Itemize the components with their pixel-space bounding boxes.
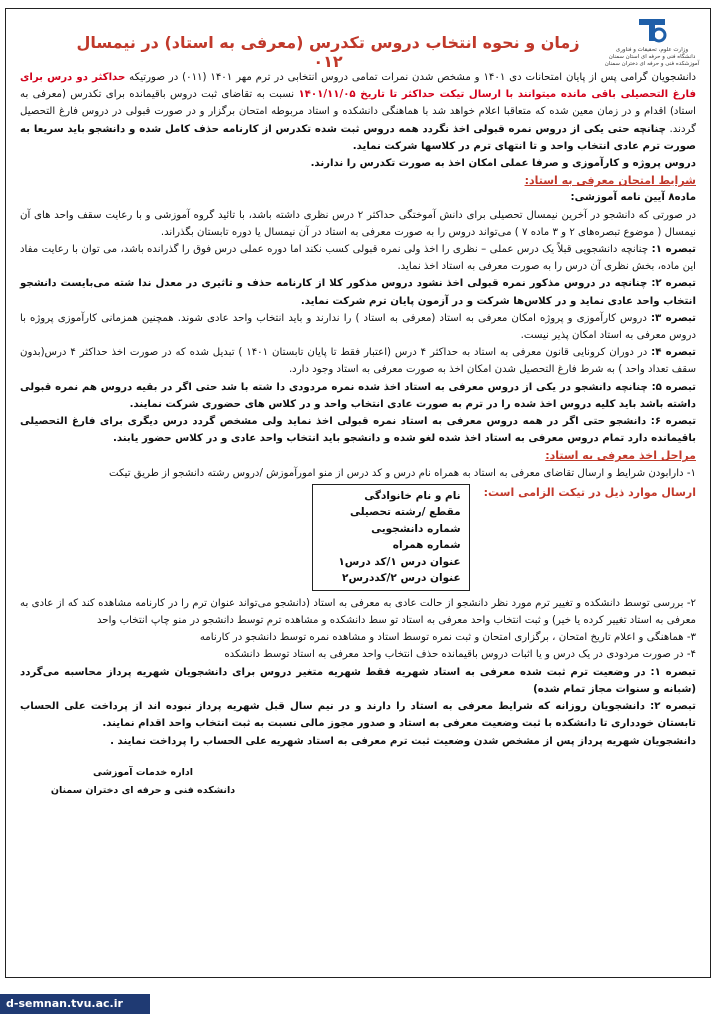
step-3: ۳- هماهنگی و اعلام تاریخ امتحان ، برگزاری امتحان و ثبت نمره توسط استاد و مشاهده نمره توسط دانشجو در کارنامه [199, 632, 696, 644]
intro-paragraph [20, 69, 696, 155]
article-heading: ماده۸ آیین نامه آموزشی: [570, 192, 696, 204]
note-5-label: تبصره ۵: [651, 381, 696, 393]
note-5-text: چنانچه دانشجو در یکی از دروس معرفی به استاد اخذ شده نمره مردودی دا شته با شد حتی اگر در بقیه دروس هم نمره قبولی داشته باشد باید کلیه دروس اخذ شده را در ترم به صورت عادی انتخاب واحد و در کلاس های حضوری شرکت نمایند. [20, 381, 696, 410]
intro-warning: چنانچه حتی یکی از دروس نمره قبولی اخذ نگردد همه دروس ثبت شده تکدرس از کارنامه حذف کامل شده و دانشجو باید سریعا به صورت ترم عادی انتخاب واحد و تا انتهای ترم در کلاسها شرکت نماید. [20, 123, 696, 152]
conditions-heading: شرایط امتحان معرفی به استاد: [524, 174, 696, 188]
logo-line-3: آموزشکده فنی و حرفه ای دختران سمنان [604, 61, 700, 67]
required-item: عنوان درس ۱/کد درس۱ [338, 555, 461, 568]
university-logo [602, 15, 702, 68]
note-4-label: تبصره ۴: [651, 347, 696, 359]
required-item: عنوان درس ۲/کددرس۲ [342, 572, 461, 585]
note-6-label: تبصره ۶: [650, 416, 697, 428]
fee-note-2-label: تبصره ۲: [650, 701, 697, 713]
note-1 [20, 241, 696, 275]
signature-block [20, 764, 266, 800]
fee-note-2-text: دانشجویان روزانه که شرایط معرفی به استاد را دارند و در نیم سال قبل شهریه پرداز نبوده اند از پرداخت علی الحساب تابستان خودداری تا دانشکده با ثبت وضعیت معرفی به استاد و صدور مجوز مالی نسبت به ثبت انتخاب واحد اقدام نمایند. [20, 701, 696, 730]
page-title: زمان و نحوه انتخاب دروس تکدرس (معرفی به استاد) در نیمسال ۰۱۲ [76, 33, 580, 71]
note-4-text: در دوران کرونایی قانون معرفی به استاد به حداکثر ۴ درس (اعتبار فقط تا پایان تابستان ۱۴۰۱ ) تبدیل شده که در صورت اخذ حداکثر ۴ درس(بدون سقف تعداد واحد ) به شرط فارغ التحصیل شدن امکان اخذ به صورت معرفی به استاد وجود دارد. [20, 347, 696, 376]
required-item: شماره همراه [392, 539, 461, 552]
intro-projects-note: دروس پروژه و کارآموزی و صرفا عملی امکان اخذ به صورت تکدرس را ندارند. [310, 158, 696, 170]
note-3-label: تبصره ۳: [650, 312, 697, 324]
fee-note-2 [20, 698, 696, 732]
intro-text-a: دانشجویان گرامی پس از پایان امتحانات دی ۱۴۰۱ و مشخص شدن نمرات تمامی دروس انتخابی در ترم مهر ۱۴۰۱ (۰۱۱) در صورتیکه [129, 72, 697, 83]
fee-note-1 [20, 664, 696, 698]
required-items-box [312, 484, 470, 591]
note-6-text: دانشجو حتی اگر در همه دروس معرفی به استاد نمره قبولی اخذ نماید ولی مشخص گردد درس دیگری برای فارغ التحصیلی باقیمانده دارد تمام دروس معرفی به استاد اخذ شده لغو شده و دانشجو باید انتخاب واحد عادی و در کلاس حضور یابند. [20, 416, 696, 445]
note-1-text: چنانچه دانشجویی قبلاً یک درس عملی – نظری را اخذ ولی نمره قبولی کسب نکند اما دوره عملی درس فوق را گذرانده باشد، می توان با رعایت مفاد این ماده، بخش نظری آن درس را به صورت معرفی به استاد اخذ نماید. [20, 244, 696, 273]
fee-final: دانشجویان شهریه پرداز پس از مشخص شدن وضعیت ثبت ترم معرفی به استاد شهریه علی الحساب را پرداخت نمایند . [110, 735, 696, 747]
step-2: ۲- بررسی توسط دانشکده و تغییر ترم مورد نظر دانشجو از حالت عادی به معرفی به استاد (دانشجو می‌تواند عنوان ترم را در کارنامه مشاهده کند که از عادی به معرفی به استاد تغییر کرده یا خیر) و ثبت انتخاب واحد معرفی به استاد تو سط دانشکده و مشاهده ترم توسط دانشجو در منو چاپ انتخاب واحد [20, 597, 696, 627]
note-2 [20, 275, 696, 309]
logo-caption [602, 47, 702, 68]
note-2-label: تبصره ۲: [651, 278, 697, 290]
step-4: ۴- در صورت مردودی در یک درس و یا اثبات دروس باقیمانده حذف انتخاب واحد معرفی به استاد توسط دانشکده [224, 649, 696, 661]
intro-text-c: نسبت به تقاضای ثبت دروس باقیمانده برای تکدرس (معرفی به استاد) اقدام و در زمان معین شده که متعاقبا اعلام خواهد شد با هماهنگی دانشکده و استاد مربوطه امتحان برگزار و در صورت قبولی در دروس فارغ التحصیل گردند. [20, 89, 696, 135]
note-1-label: تبصره ۱: [651, 244, 696, 256]
fee-note-1-label: تبصره ۱: [650, 666, 697, 678]
fee-note-1-text: در وضعیت ترم ثبت شده معرفی به استاد شهریه فقط شهریه متغیر دروس برای دانشجویان شهریه پرداز محاسبه می‌گردد (شبانه و سنوات مجاز تمام شده) [20, 666, 696, 695]
site-url[interactable]: d-semnan.tvu.ac.ir [6, 997, 123, 1010]
signature-line-2: دانشکده فنی و حرفه ای دختران سمنان [50, 784, 236, 796]
required-items-row [20, 484, 696, 591]
site-footer[interactable] [0, 994, 150, 1014]
logo-line-1: وزارت علوم، تحقیقات و فناوری [615, 47, 689, 53]
logo-line-2: دانشگاه فنی و حرفه ای استان سمنان [608, 54, 696, 60]
required-item: شماره دانشجویی [371, 522, 461, 535]
required-item: نام و نام خانوادگی [364, 489, 461, 502]
header [6, 9, 710, 71]
note-3 [20, 310, 696, 344]
required-item: مقطع /رشته تحصیلی [349, 506, 461, 519]
note-5 [20, 379, 696, 413]
signature-line-1: اداره خدمات آموزشی [93, 766, 193, 778]
note-2-text: چنانچه در دروس مذکور نمره قبولی اخذ نشود دروس مذکور کلا از کارنامه حذف و تاثیری در معدل ندا شته می‌بایست دانشجو انتخاب واحد عادی نماید و در کلاس‌ها شرکت و در آزمون پایان ترم شرکت نماید. [20, 278, 696, 307]
required-items-label: ارسال موارد ذیل در تیکت الزامی است: [483, 485, 696, 499]
note-6 [20, 413, 696, 447]
note-3-text: دروس کارآموزی و پروژه امکان معرفی به استاد (معرفی به استاد ) را ندارند و باید انتخاب واحد عادی شوند. همچنین همزمانی کارآموزی پروژه با دروس معرفی به استاد امکان پذیر نیست. [20, 312, 696, 342]
intro-deadline: حداکثر دو درس برای فارغ التحصیلی باقی مانده میتوانند با ارسال تیکت حداکثر تا تاریخ ۱۴۰۱/۱۱/۰۵ [20, 72, 697, 101]
tvu-logo-icon [635, 15, 669, 45]
article-text: در صورتی که دانشجو در آخرین نیمسال تحصیلی برای دانش آموختگی حداکثر ۲ درس نظری داشته باشد، با تائید گروه آموزشی و با رعایت سقف واحد های آن نیمسال ( موضوع تبصره‌های ۲ و ۳ ماده ۷ ) می‌تواند دروس را به صورت معرفی به استاد در آن نیمسال یا دوره تابستان بگذراند. [20, 209, 696, 238]
steps-heading: مراحل اخذ معرفی به استاد: [545, 449, 696, 463]
notice-sheet [5, 8, 711, 978]
note-4 [20, 344, 696, 378]
step-1: ۱- دارابودن شرایط و ارسال تقاضای معرفی به استاد به همراه نام درس و کد درس از منو امورآموزش /دروس رشته دانشجو از طریق تیکت [108, 467, 696, 479]
notice-body [20, 69, 696, 800]
